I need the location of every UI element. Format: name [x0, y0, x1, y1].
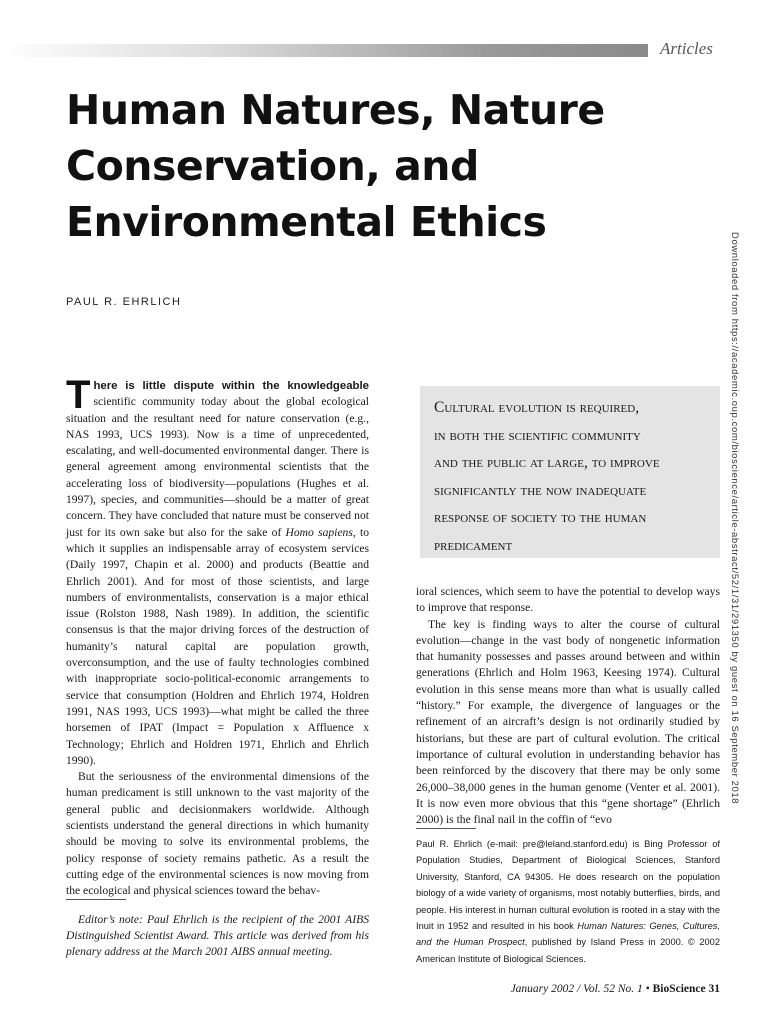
- left-column: [66, 373, 369, 900]
- pull-quote-line: Cultural evolution is required,: [434, 399, 640, 416]
- bio-text: , published by Island Press in 2000. © 2002 American Institute of Biological Sciences.: [416, 937, 721, 964]
- paragraph: ioral sciences, which seem to have the potential to develop ways to improve that response.: [416, 585, 720, 615]
- page-footer: [511, 983, 720, 995]
- pull-quote-line: and the public at large, to improve: [434, 454, 660, 471]
- issue-info: January 2002 / Vol. 52 No. 1: [510, 983, 643, 995]
- title-line: Environmental Ethics: [66, 198, 547, 246]
- pull-quote-line: in both the scientific community: [434, 426, 641, 444]
- drop-cap: T: [66, 373, 91, 417]
- pull-quote-line: predicament: [434, 536, 513, 554]
- author-byline: PAUL R. EHRLICH: [66, 296, 182, 308]
- footer-separator: •: [645, 983, 650, 995]
- page-number: 31: [708, 983, 720, 995]
- section-label: Articles: [660, 39, 713, 58]
- divider: [66, 899, 126, 900]
- title-line: Human Natures, Nature: [66, 86, 605, 134]
- divider: [416, 828, 476, 829]
- pull-quote: [420, 386, 720, 558]
- article-title: [66, 82, 666, 250]
- paragraph: The key is finding ways to alter the course of cultural evolution—change in the vast body of nongenetic information that humanity possesses and passes around between and within generations (Ehrlich and Holm 1963, Keesing 1974). Cultural evolution in this sense means more than what is usually called “history.” For example, the divergence of languages or the refinement of an aircraft’s design is not ordinarily studied by historians, but these are part of cultural evolution. The critical importance of cultural evolution in understanding behavior has been reinforced by the discovery that there may be only some 26,000–38,000 genes in the human genome (Venter et al. 2001). It is now even more obvious that this “gene shortage” (Ehrlich 2000) is the final nail in the coffin of “evo: [416, 617, 720, 827]
- species-name: Homo sapiens: [285, 525, 353, 539]
- paragraph-text: , to which it supplies an indispensable array of ecosystem services (Daily 1997, Chapin et al. 2000) and products (Beattie and Ehrlich 2001). And for most of those scientists, and large numbers of environmentalists, conservation is a major ethical issue (Rolston 1988, Nash 1989). In addition, the scientific consensus is that the major driving forces of the destruction of humanity’s natural capital are population growth, overconsumption, and the use of faulty technologies combined with inappropriate socio-political-economic arrangements to service that consumption (Holdren and Ehrlich 1974, Holdren 1991, NAS 1993, UCS 1993)—what might be called the three horsemen of IPAT (Impact = Population x Affluence x Technology; Ehrlich and Holdren 1971, Ehrlich and Ehrlich 1990).: [66, 525, 369, 767]
- author-bio: [416, 836, 720, 967]
- paragraph-text: scientific community today about the global ecological situation and the resultant need for nature conservation (e.g., NAS 1993, UCS 1993). Now is a time of unprecedented, escalating, and well-documented environmental danger. There is general agreement among environmental scientists that the accelerating loss of biodiversity—populations (Hughes et al. 1997), species, and communities—should be a matter of great concern. They have concluded that nature must be conserved not just for its own sake but also for the sake of: [66, 395, 369, 539]
- bio-text: Paul R. Ehrlich (e-mail: pre@leland.stanford.edu) is Bing Professor of Population Studies, Department of Biological Sciences, Stanford University, Stanford, CA 94305. He does research on the population biology of a wide variety of organisms, most notably butterflies, birds, and people. His interest in human cultural evolution is rooted in a stay with the Inuit in 1952 and resulted in his book: [416, 839, 720, 932]
- lead-in: here is little dispute within the knowledgeable: [93, 380, 369, 392]
- journal-name: BioScience: [652, 983, 706, 995]
- book-title: Human Natures: Genes, Cultures, and the Human Prospect: [416, 921, 720, 948]
- pull-quote-line: response of society to the human: [434, 509, 647, 526]
- paragraph: [66, 373, 369, 769]
- pull-quote-line: significantly the now inadequate: [434, 481, 647, 499]
- download-watermark: Downloaded from https://academic.oup.com/bioscience/article-abstract/52/1/31/291350 by guest on 16 September 2018: [729, 232, 740, 805]
- header-gradient-bar: [0, 44, 648, 57]
- title-line: Conservation, and: [66, 142, 479, 190]
- right-column: [416, 584, 720, 828]
- editor-note: Editor’s note: Paul Ehrlich is the recipient of the 2001 AIBS Distinguished Scientist Award. This article was derived from his plenary address at the March 2001 AIBS annual meeting.: [66, 913, 369, 958]
- paragraph: But the seriousness of the environmental dimensions of the human predicament is still unknown to the vast majority of the general public and decisionmakers worldwide. Although scientists understand the general directions in which humanity should be moving to solve its environmental problems, the policy response of society remains pathetic. As a result the cutting edge of the environmental sciences is now moving from the ecological and physical sciences toward the behav-: [66, 770, 369, 898]
